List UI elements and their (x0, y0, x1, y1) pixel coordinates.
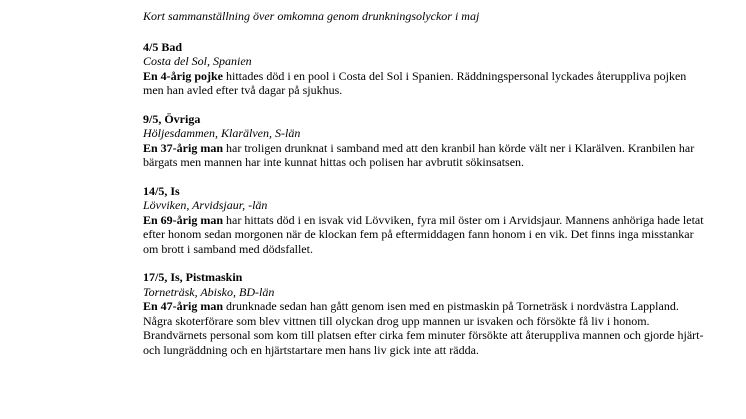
entry-body: hittades död i en pool i Costa del Sol i Spanien. Räddningspersonal lyckades återuppliva pojken men han avled efter två dagar på sjukhus. (143, 68, 687, 97)
entry-text (143, 141, 705, 170)
entry-body: har hittats död i en isvak vid Lövviken, fyra mil öster om i Arvidsjaur. Mannens anhöriga hade letat efter honom sedan morgonen när de klockan fem på eftermiddagen fann honom i en vik. Det finns inga misstankar om brott i samband med dödsfallet. (143, 212, 704, 256)
entry-location: Höljesdammen, Klarälven, S-län (143, 126, 301, 140)
entry-body: drunknade sedan han gått genom isen med en pistmaskin på Torneträsk i nordvästra Lappland. Några skoterförare som blev vittnen till olyckan drog upp mannen ur isvaken och försökte få liv i honom. Brandvärnets personal som kom till platsen efter cirka fem minuter försökte att återuppliva mannen och gjorde hjärt- och lungräddning och en hjärtstartare men hans liv gick inte att rädda. (143, 299, 704, 357)
entry-body: har troligen drunknat i samband med att den kranbil han körde vält ner i Klarälven. Kranbilen har bärgats men mannen har inte kunnat hittas och polisen har avbrutit sökinsatsen. (143, 140, 695, 169)
document-intro: Kort sammanställning över omkomna genom drunkningsolyckor i maj (143, 9, 480, 23)
entry-text (143, 299, 705, 357)
entry-heading: 14/5, Is (143, 183, 180, 198)
incident-entry (143, 40, 705, 98)
document-page (143, 9, 705, 371)
entry-lead: En 37-årig man (143, 140, 224, 155)
entry-text (143, 69, 705, 98)
entry-location: Costa del Sol, Spanien (143, 54, 252, 68)
incident-entry (143, 112, 705, 170)
entry-location: Lövviken, Arvidsjaur, -län (143, 198, 268, 212)
entry-lead: En 4-årig pojke (143, 68, 224, 83)
entry-lead: En 69-årig man (143, 212, 224, 227)
entry-heading: 9/5, Övriga (143, 111, 201, 126)
entry-heading: 17/5, Is, Pistmaskin (143, 270, 243, 284)
entry-heading: 4/5 Bad (143, 39, 183, 54)
incident-entry (143, 184, 705, 257)
entry-lead: En 47-årig man (143, 299, 224, 313)
incident-entry (143, 270, 705, 357)
entry-location: Torneträsk, Abisko, BD-län (143, 284, 275, 299)
entry-text (143, 213, 705, 257)
